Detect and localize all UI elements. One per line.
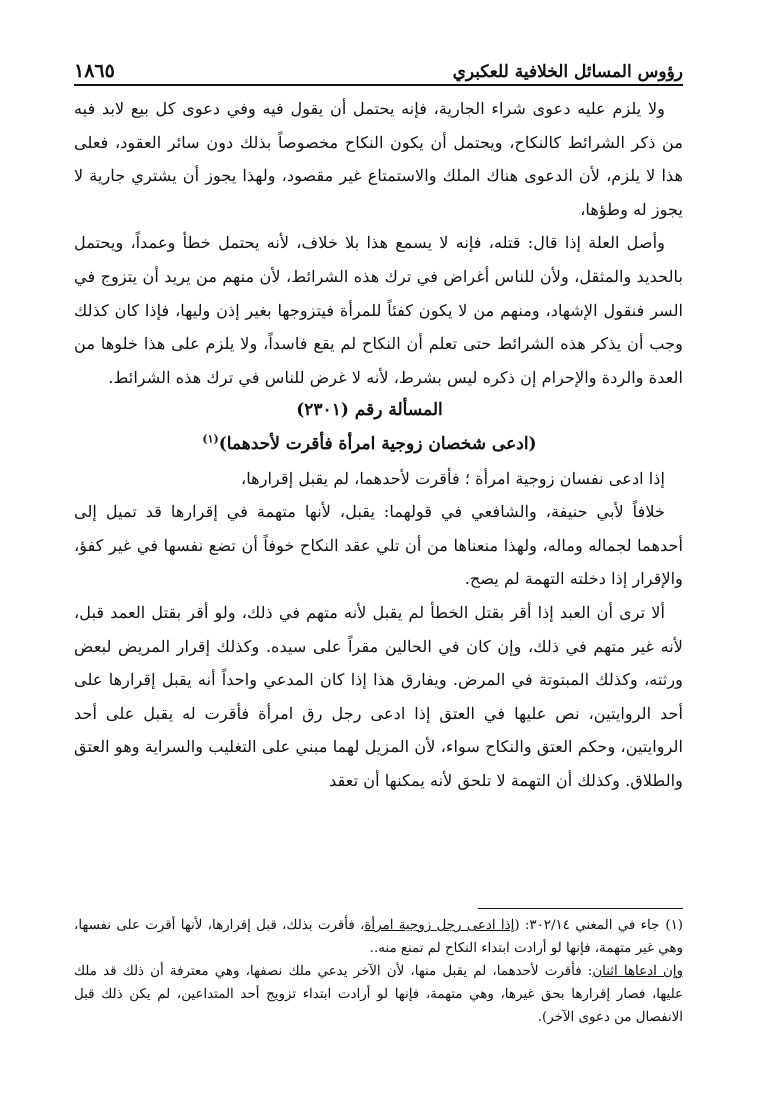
paragraph: إذا ادعى نفسان زوجية امرأة ؛ فأقرت لأحدهما، لم يقبل إقرارها،: [241, 468, 665, 488]
footnote-1: [74, 914, 683, 960]
page-header: [74, 54, 683, 82]
footnote-divider: [478, 908, 683, 909]
page-number: ١٨٦٥: [74, 60, 115, 82]
issue-number-heading: المسألة رقم (٢٣٠١): [296, 400, 443, 421]
paragraph: وأصل العلة إذا قال: قتله، فإنه لا يسمع هذا بلا خلاف، لأنه يحتمل خطأ وعمداً، ويحتمل بالحديد والمثقل، ولأن للناس أغراض في ترك هذه الشرائط، لأن منهم من يريد أن يتزوج في السر فنقول الإشهاد، ومنهم من لا يكون كفئاً للمرأة فيتزوجها بغير إذن وليها، فإذا كان كذلك وجب أن يذكر هذه الشرائط حتى تعلم أن النكاح لم يقع فاسداً، ولا يلزم على هذا خلوها من العدة والردة والإحرام إن ذكره ليس بشرط، لأنه لا غرض للناس في ترك هذه الشرائط.: [74, 233, 683, 387]
footnote-underlined-phrase: إذا ادعى رجل زوجية امرأة: [364, 918, 515, 933]
paragraph: ألا ترى أن العبد إذا أقر بقتل الخطأ لم يقبل لأنه متهم في ذلك، ولو أقر بقتل العمد قبل، لأنه غير متهم في ذلك، وإن كان في الحالين مقراً على سيده. وكذلك إقرار المريض لبعض ورثته، وكذلك المبتوتة في المرض. ويفارق هذا إذا كان المدعي واحداً أنه يقبل إقرارها على أحد الروايتين، نص عليها في العتق إذا ادعى رجل رق امرأة فأقرت له يقبل على أحد الروايتين، وحكم العتق والنكاح سواء، لأن المزيل لهما مبني على التغليب والسراية وهو العتق والطلاق. وكذلك أن التهمة لا تلحق لأنه يمكنها أن تعقد: [74, 602, 683, 790]
footnote-reference: (١): [202, 432, 219, 446]
header-divider: [74, 84, 683, 86]
footnote-lead: جاء في المغني ٣٠٢/١٤: (: [514, 918, 660, 933]
footnote-mark: (١): [665, 918, 683, 933]
footnote-text: : فأقرت لأحدهما، لم يقبل منها، لأن الآخر يدعي ملك نصفها، وهي معترفة أن ذلك قد ملك عليها، فصار إقرارها بحق غيرها، وهي متهمة، فإنها لو أرادت ابتداء تزويج أحد المتداعين، لم يكن ذلك قبل الانفصال من دعوى الآخر).: [74, 964, 683, 1025]
footnote-underlined-phrase: وإن ادعاها اثنان: [592, 964, 683, 979]
main-text: [74, 92, 683, 797]
issue-title-heading: [74, 428, 683, 462]
paragraph: ولا يلزم عليه دعوى شراء الجارية، فإنه يحتمل أن يقول فيه وفي دعوى كل بيع لابد فيه من ذكر الشرائط كالنكاح، ويحتمل أن يكون النكاح مخصوصاً بذلك دون سائر العقود، فعلى هذا لا يلزم، لأن الدعوى هناك الملك والاستمتاع غير مقصود، ولهذا يجوز أن يشتري جارية لا يجوز له وطؤها،: [74, 99, 683, 219]
footnote-1-continued: [74, 960, 683, 1029]
footnotes: [74, 914, 683, 1029]
paragraph: خلافاً لأبي حنيفة، والشافعي في قولهما: يقبل، لأنها متهمة في إقرارها قد تميل إلى أحدهما لجماله وماله، ولهذا منعناها من أن تلي عقد النكاح خوفاً أن تضع نفسها في غير كفؤ، والإقرار إذا دخلته التهمة لم يصح.: [74, 502, 683, 589]
footnote-text: ، فأقرت بذلك، قبل إقرارها، لأنها أقرت على نفسها، وهي غير متهمة، فإنها لو أرادت ابتداء النكاح لم تمنع منه..: [74, 918, 683, 956]
running-title: رؤوس المسائل الخلافية للعكبري: [452, 62, 683, 82]
issue-title-text: (ادعى شخصان زوجية امرأة فأقرت لأحدهما): [218, 433, 537, 454]
